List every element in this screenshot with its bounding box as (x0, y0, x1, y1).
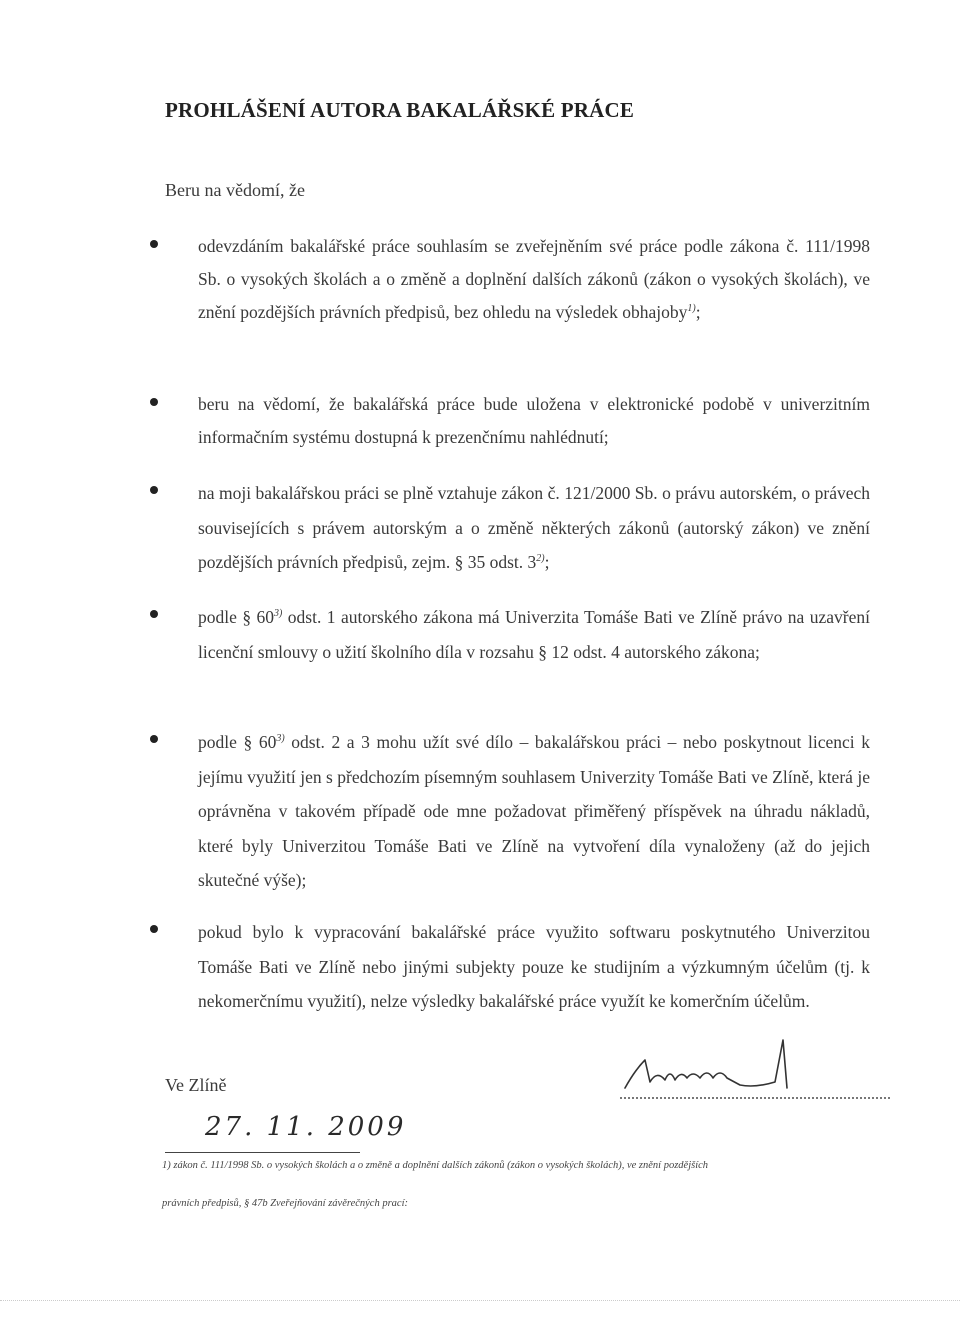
signature-image (615, 1030, 805, 1105)
bullet-icon (150, 486, 158, 494)
footnote-divider (165, 1152, 360, 1153)
footnote-ref: 1) (687, 303, 696, 315)
handwritten-date: 27. 11. 2009 (205, 1112, 407, 1142)
footnote-line: 1) zákon č. 111/1998 Sb. o vysokých školách a o změně a doplnění dalších zákonů (zákon o vysokých školách), ve znění pozdějších (162, 1160, 709, 1171)
intro-text: Beru na vědomí, že (165, 180, 305, 200)
bullet-icon (150, 240, 158, 248)
list-item (150, 600, 870, 669)
footnote-line: právních předpisů, § 47b Zveřejňování závěrečných prací: (162, 1198, 409, 1209)
list-item-text: odevzdáním bakalářské práce souhlasím se zveřejněním své práce podle zákona č. 111/1998 Sb. o vysokých školách a o změně a doplnění dalších zákonů (zákon o vysokých školách), ve znění pozdějších právních předpisů, bez ohledu na výsledek obhajoby$^{1)}$; (198, 236, 870, 322)
list-item-text: podle § 60$^{3)}$ odst. 1 autorského zákona má Univerzita Tomáše Bati ve Zlíně právo na uzavření licenční smlouvy o užití školního díla v rozsahu § 12 odst. 4 autorského zákona; (198, 607, 870, 662)
list-item-text: podle § 60$^{3)}$ odst. 2 a 3 mohu užít své dílo – bakalářskou práci – nebo poskytnout licenci k jejímu využití jen s předchozím písemným souhlasem Univerzity Tomáše Bati ve Zlíně, která je oprávněna v takovém případě ode mne požadovat přiměřený příspěvek na úhradu nákladů, které byly Univerzitou Tomáše Bati ve Zlíně na vytvoření díla vynaloženy (až do jejich skutečné výše); (198, 732, 870, 890)
list-item-text: na moji bakalářskou práci se plně vztahuje zákon č. 121/2000 Sb. o právu autorském, o právech souvisejících s právem autorským a o změně některých zákonů (autorský zákon) ve znění pozdějších právních předpisů, zejm. § 35 odst. 3$^{2)}$; (198, 483, 870, 572)
bullet-icon (150, 610, 158, 618)
list-item-text: pokud bylo k vypracování bakalářské práce využito softwaru poskytnutého Univerzitou Tomáše Bati ve Zlíně nebo jinými subjekty pouze ke studijním a výzkumným účelům (tj. k nekomerčnímu využití), nelze výsledky bakalářské práce využít ke komerčním účelům. (198, 922, 870, 1011)
footnote-ref: 3) (276, 733, 285, 745)
list-item (150, 476, 870, 580)
list-item (150, 915, 870, 1019)
bullet-icon (150, 735, 158, 743)
bullet-icon (150, 398, 158, 406)
list-item (150, 725, 870, 898)
place-label: Ve Zlíně (165, 1075, 227, 1095)
scan-edge-divider (0, 1300, 960, 1301)
list-item (150, 230, 870, 329)
footnote-ref: 3) (274, 608, 283, 620)
list-item-text: beru na vědomí, že bakalářská práce bude uložena v elektronické podobě v univerzitním informačním systému dostupná k prezenčnímu nahlédnutí; (198, 394, 870, 447)
bullet-icon (150, 925, 158, 933)
footnote-ref: 2) (536, 553, 545, 565)
document-title: PROHLÁŠENÍ AUTORA BAKALÁŘSKÉ PRÁCE (165, 98, 635, 122)
list-item (150, 388, 870, 454)
signature-line (620, 1097, 890, 1099)
